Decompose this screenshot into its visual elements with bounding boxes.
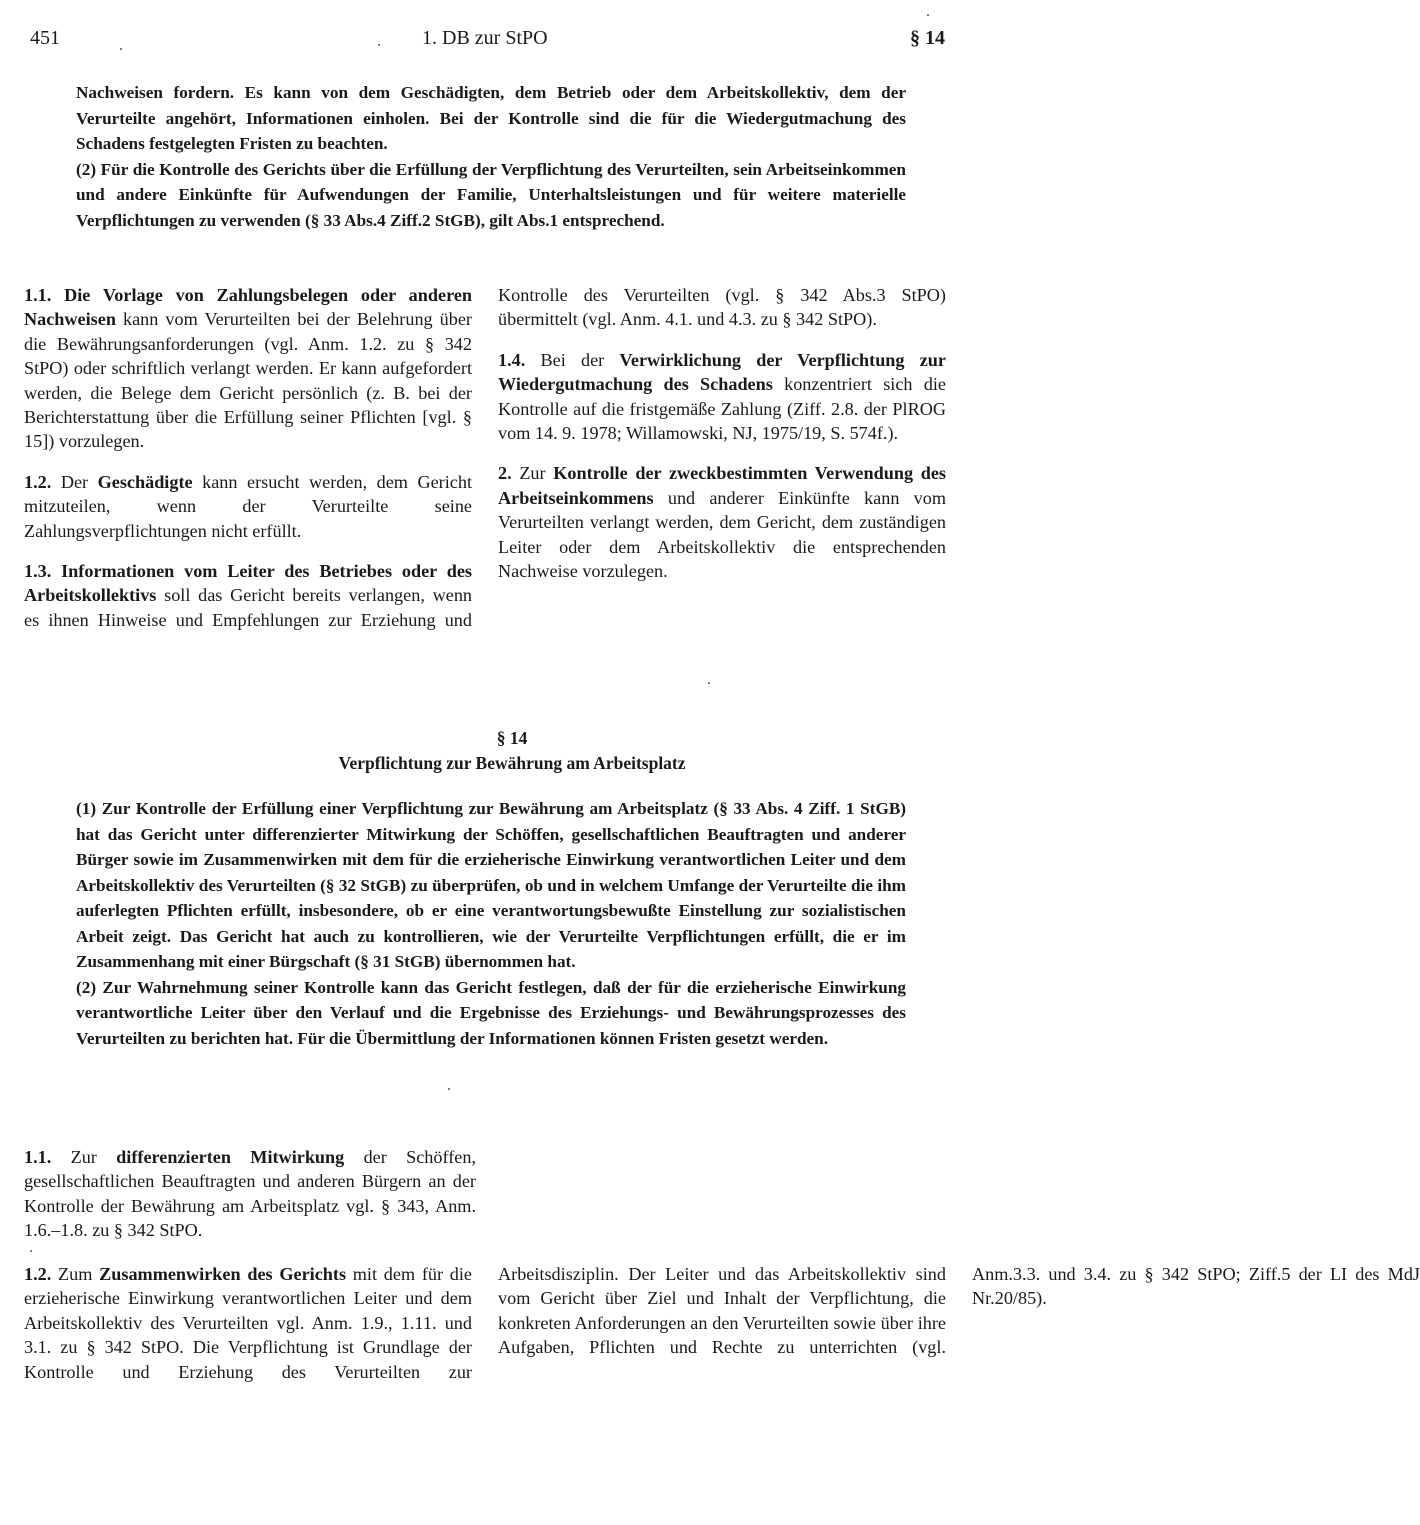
annotation-text: Zum	[58, 1264, 93, 1284]
annotation-1-4	[498, 348, 946, 446]
annotation-keyword: Kontrolle der zweckbestimmten Verwendung des Arbeitseinkommens	[498, 463, 946, 508]
annotation-keyword: Informationen vom Leiter des Betriebes oder des Arbeitskollektivs	[24, 561, 472, 606]
annotation-text: und anderer Einkünfte kann vom Verurteilten verlangt werden, dem Gericht, dem zuständigen Leiter oder dem Arbeitskollektiv die entsprechenden Nachweise vorzulegen.	[498, 487, 946, 582]
annotation-2	[498, 461, 946, 583]
law-paragraph: (2) Zur Wahrnehmung seiner Kontrolle kann das Gericht festlegen, daß der für die erzieherische Einwirkung verantwortliche Leiter über den Verlauf und die Ergebnisse des Erziehungs- und Bewährungsprozesses des Verurteilten zu berichten hat. Für die Übermittlung der Informationen können Fristen gesetzt werden.	[76, 977, 906, 1048]
section-number: § 14	[496, 728, 528, 748]
section-marker: § 14	[910, 27, 945, 49]
annotation-column-left-2	[24, 1145, 476, 1259]
law-text-top	[76, 80, 906, 233]
annotation-text: kann vom Verurteilten bei der Belehrung über die Bewährungsanforderungen (vgl. Anm. 1.2. zu § 342 StPO) oder schriftlich verlangt werden. Er kann aufgefordert werden, die Belege dem Gericht persönlich (z. B. bei der Berichterstattung über die Erfüllung seiner Pflichten [vgl. § 15]) vorzulegen.	[24, 309, 472, 452]
annotation-number: 1.3.	[24, 561, 52, 582]
annotation-text: Zur	[70, 1147, 97, 1167]
section-title: Verpflichtung zur Bewährung am Arbeitsplatz	[338, 753, 686, 773]
scan-speck	[30, 1250, 32, 1252]
annotation-keyword: differenzierten Mitwirkung	[116, 1147, 345, 1167]
annotation-1-1	[24, 283, 472, 454]
scan-speck	[378, 44, 380, 46]
annotation-text: der Schöffen, gesellschaftlichen Beauftragten und anderen Bürgern an der Kontrolle der Bewährung am Arbeitsplatz vgl. § 343, Anm. 1.6.–1.8. zu § 342 StPO.	[24, 1147, 476, 1241]
scan-speck	[927, 14, 929, 16]
law-text-section14	[76, 796, 906, 1051]
annotation-text: kann ersucht werden, dem Gericht mitzuteilen, wenn der Verurteilte seine Zahlungsverpflichtungen nicht erfüllt.	[24, 471, 473, 541]
annotation-flow-1-2	[24, 1262, 1420, 1402]
scan-speck	[120, 48, 122, 50]
annotation-1-2	[24, 470, 472, 543]
running-title: 1. DB zur StPO	[422, 27, 548, 49]
annotation-text: konzentriert sich die Kontrolle auf die fristgemäße Zahlung (Ziff. 2.8. der PlROG vom 14. 9. 1978; Willamowski, NJ, 1975/19, S. 574f.).	[498, 374, 946, 444]
annotation-flow-block-1	[24, 283, 946, 673]
annotation-keyword: Verwirklichung der Verpflichtung zur Wiedergutmachung des Schadens	[498, 349, 946, 395]
scan-speck	[708, 682, 710, 684]
annotation-number: 2.	[498, 463, 512, 484]
annotation-text: mit dem für die erzieherische Einwirkung verantwortlichen Leiter und dem Arbeitskollektiv des Verurteilten vgl. Anm. 1.9., 1.11. und 3.1. zu § 342 StPO. Die Verpflichtung ist Grundlage der Kontrolle und Erziehung des Verurteilten zur Arbeitsdisziplin. Der Leiter und das Arbeitskollektiv sind vom Gericht über Ziel und Inhalt der Verpflichtung, die konkreten Anforderungen an den Verurteilten sowie über ihre Aufgaben, Pflichten und Rechte zu unterrichten (vgl. Anm.3.3. und 3.4. zu § 342 StPO; Ziff.5 der LI des MdJ Nr.20/85).	[24, 1264, 1420, 1382]
annotation-number: 1.1.	[24, 1147, 52, 1167]
annotation-text: Bei der	[540, 349, 605, 370]
scan-speck	[448, 1088, 450, 1090]
annotation-number: 1.4.	[498, 349, 526, 370]
annotation-keyword: Geschädigte	[97, 471, 193, 492]
annotation-text: Der	[60, 471, 89, 492]
section-heading	[200, 726, 824, 776]
annotation-2-1-2	[24, 1262, 1420, 1402]
page-number: 451	[30, 27, 60, 49]
annotation-number: 1.2.	[24, 1264, 52, 1284]
annotation-text: soll das Gericht bereits verlangen, wenn es ihnen Hinweise und Empfehlungen zur Erziehung und Kontrolle des Verurteilten (vgl. § 342 Abs.3 StPO) übermittelt (vgl. Anm. 4.1. und 4.3. zu § 342 StPO).	[24, 285, 946, 630]
annotation-text: Zur	[519, 463, 546, 484]
law-paragraph: (1) Zur Kontrolle der Erfüllung einer Verpflichtung zur Bewährung am Arbeitsplatz (§ 33 Abs. 4 Ziff. 1 StGB) hat das Gericht unter differenzierter Mitwirkung der Schöffen, gesellschaftlichen Beauftragten und anderer Bürger sowie im Zusammenwirken mit dem für die erzieherische Einwirkung verantwortlichen Leiter und dem Arbeitskollektiv des Verurteilten (§ 32 StGB) zu überprüfen, ob und in welchem Umfange der Verurteilte die ihm auferlegten Pflichten erfüllt, insbesondere, ob er eine verantwortungsbewußte Einstellung zur sozialistischen Arbeit zeigt. Das Gericht hat auch zu kontrollieren, wie der Verurteilte Verpflichtungen erfüllt, die er im Zusammenhang mit einer Bürgschaft (§ 31 StGB) übernommen hat.	[76, 799, 906, 971]
annotation-keyword: Die Vorlage von Zahlungsbelegen oder anderen Nachweisen	[24, 285, 473, 330]
annotation-2-1-1	[24, 1145, 476, 1243]
law-paragraph: Nachweisen fordern. Es kann von dem Geschädigten, dem Betrieb oder dem Arbeitskollektiv, dem der Verurteilte angehört, Informationen einholen. Bei der Kontrolle sind die für die Wiedergutmachung des Schadens festgelegten Fristen zu beachten.	[76, 83, 906, 153]
law-paragraph: (2) Für die Kontrolle des Gerichts über die Erfüllung der Verpflichtung des Verurteilten, sein Arbeitseinkommen und andere Einkünfte für Aufwendungen der Familie, Unterhaltsleistungen und für weitere materielle Verpflichtungen zu verwenden (§ 33 Abs.4 Ziff.2 StGB), gilt Abs.1 entsprechend.	[76, 159, 906, 230]
annotation-number: 1.2.	[24, 471, 52, 492]
annotation-number: 1.1.	[24, 285, 52, 305]
annotation-keyword: Zusammenwirken des Gerichts	[99, 1264, 347, 1284]
